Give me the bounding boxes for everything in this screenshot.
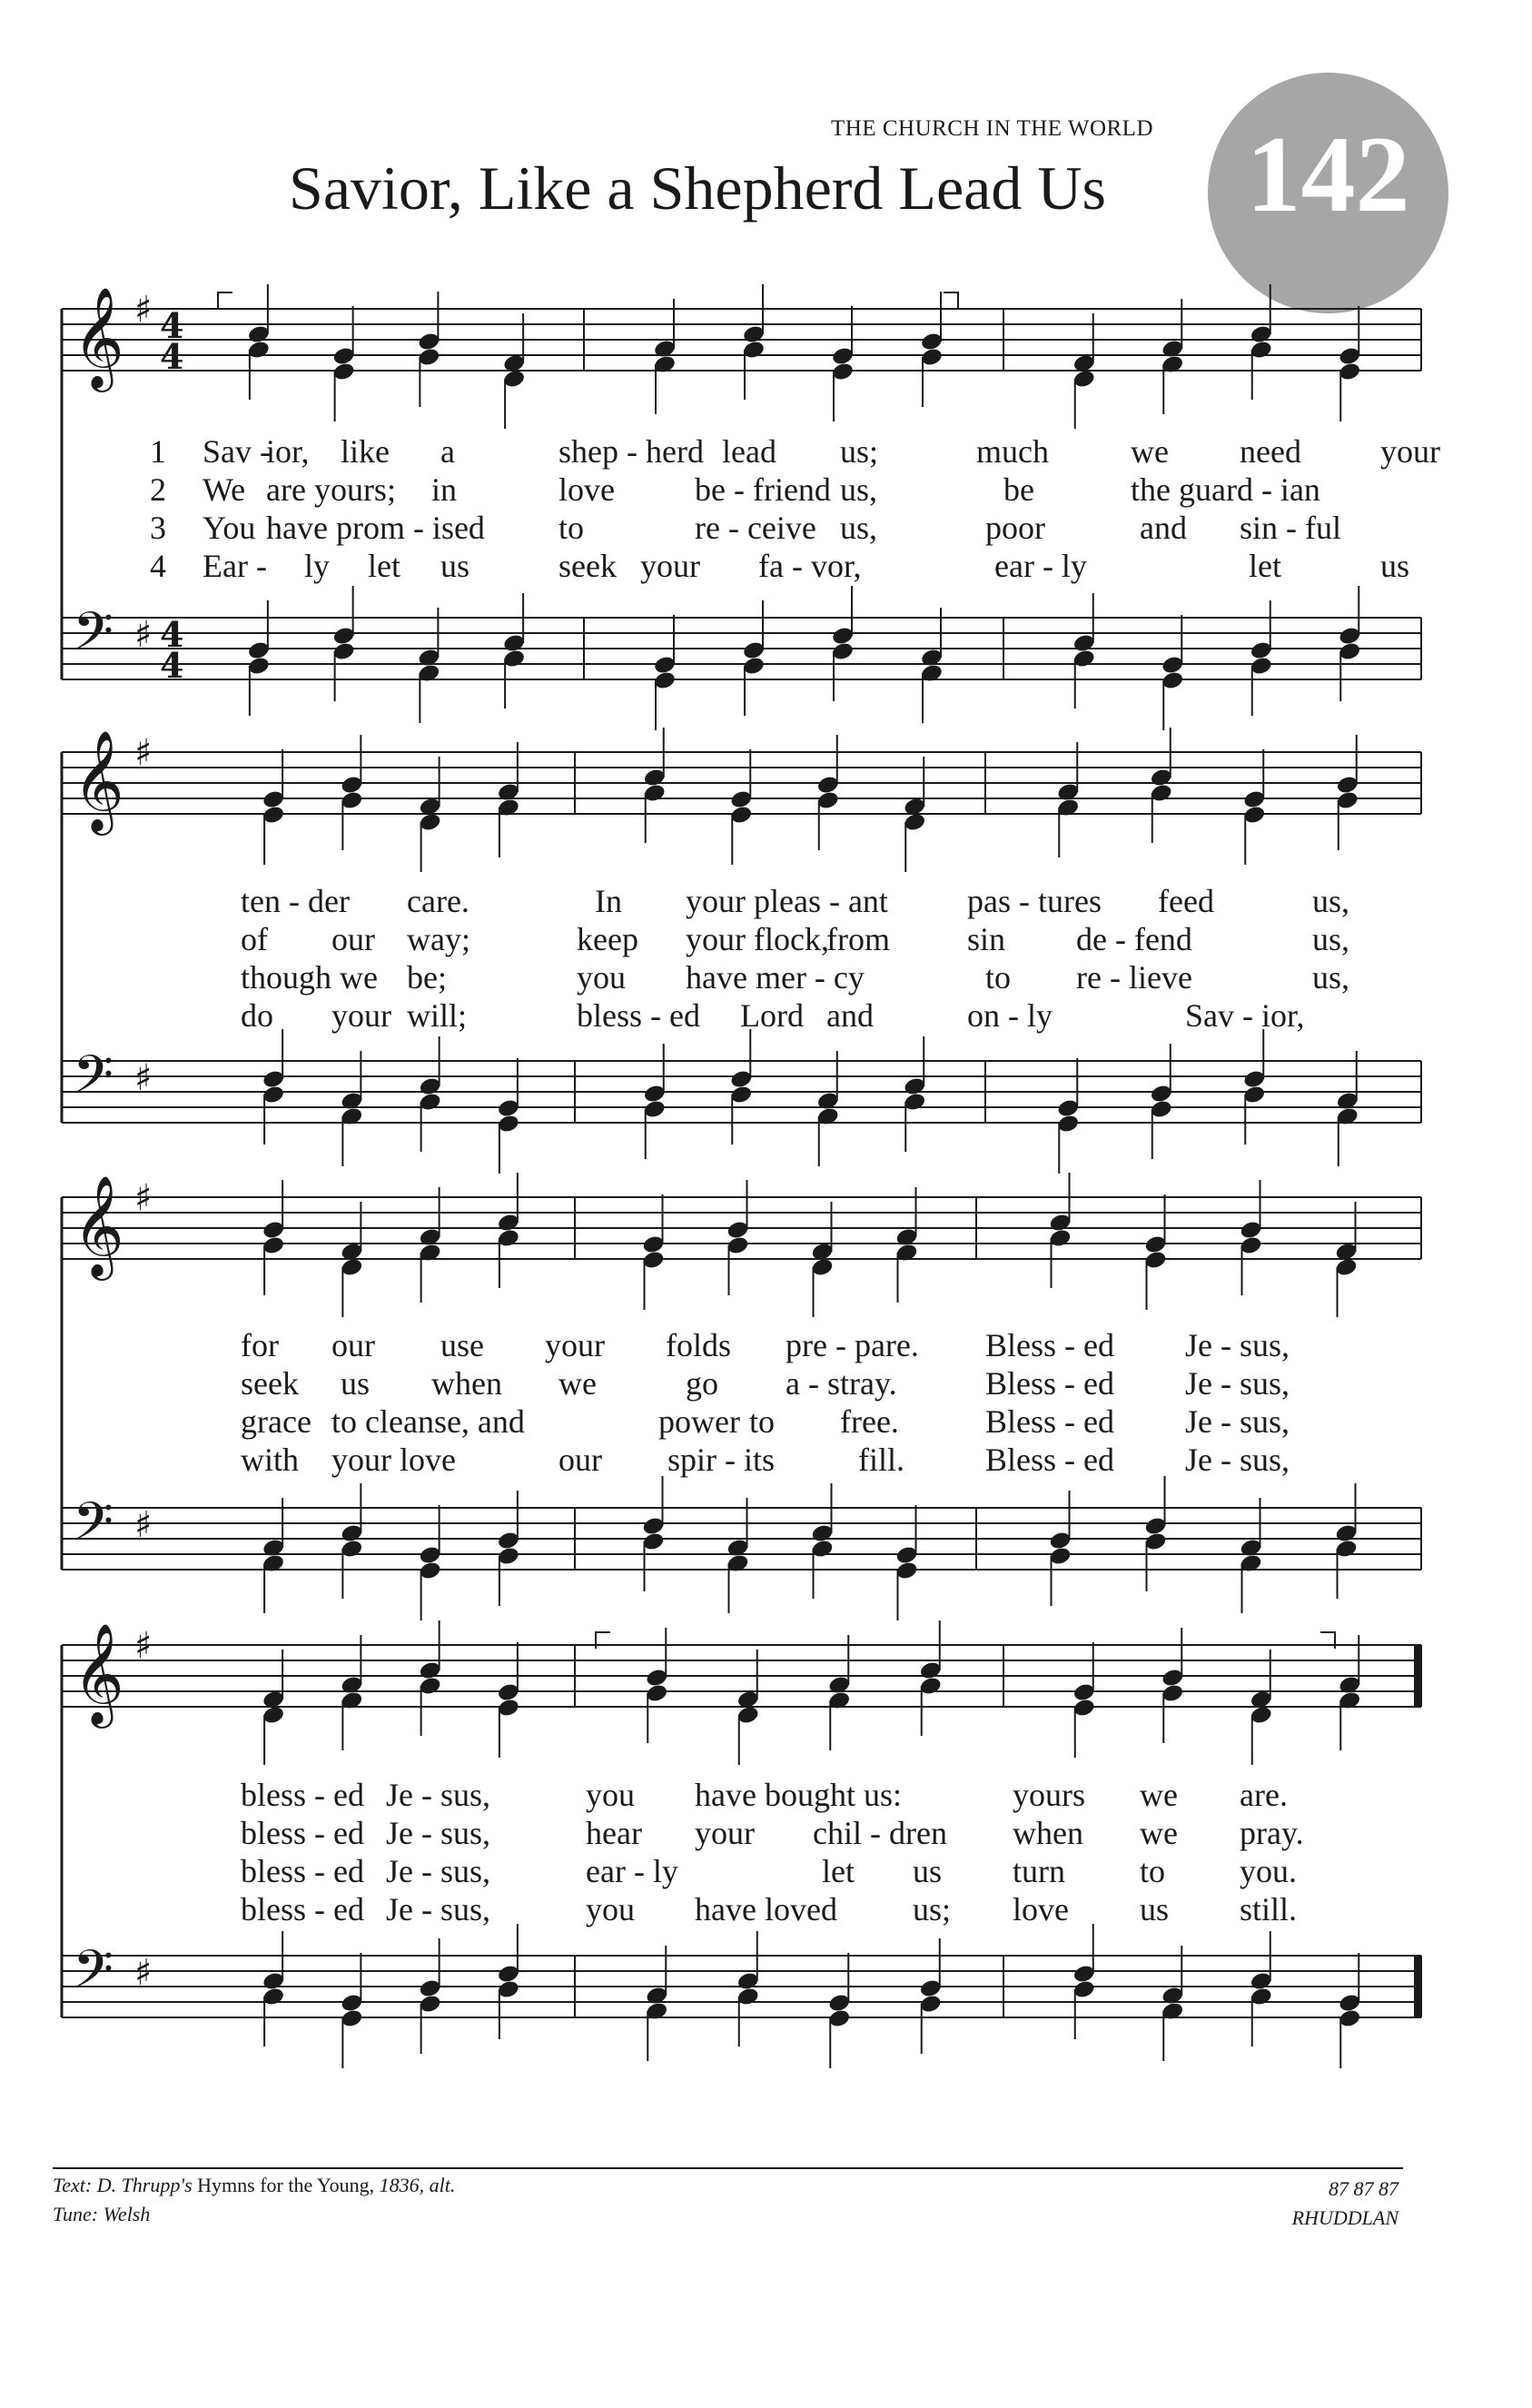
lyric-syllable: your [1380,433,1440,470]
lyric-syllable: you. [1240,1853,1297,1889]
lyric-syllable: from [826,921,890,957]
text-credit-label: Text: [53,2174,93,2196]
lyric-syllable: we [1131,433,1169,470]
lyric-syllable: us; [840,433,879,470]
treble-clef: 𝄞 [73,1174,124,1276]
section-heading: THE CHURCH IN THE WORLD [831,116,1154,141]
lyric-syllable: Ear - [203,548,267,584]
time-signature-top: 4 [160,305,184,346]
treble-clef: 𝄞 [73,286,124,388]
lyric-syllable: power [658,1403,740,1440]
lyric-syllable: Je - sus, [386,1815,490,1851]
lyric-syllable: are. [1240,1777,1288,1813]
final-barline [1414,1956,1421,2017]
lyric-syllable: re - ceive [695,510,816,546]
lyric-syllable: we [1140,1777,1178,1813]
lyric-syllable: keep [577,921,638,957]
lyric-syllable: your flock, [686,921,829,957]
text-credit [53,2174,455,2197]
tune-name-text: RHUDDLAN [1291,2206,1399,2229]
lyric-syllable: will; [407,997,468,1034]
lyric-syllable: grace [241,1403,311,1440]
lyric-syllable: have mer - cy [686,959,865,996]
lyric-syllable: You [203,510,256,546]
lyric-syllable: with [241,1442,300,1478]
lyric-syllable: Je - sus, [1185,1365,1290,1402]
key-signature-sharp: ♯ [134,614,153,656]
lyric-syllable: us, [840,510,878,546]
lyric-syllable: Bless - ed [985,1365,1114,1402]
lyric-syllable: and [826,997,874,1034]
time-signature-bottom: 4 [160,336,184,377]
lyric-syllable: sin - ful [1240,510,1341,546]
lyric-syllable: us, [1312,883,1350,919]
lyric-syllable: a - stray. [786,1365,897,1402]
lyric-syllable: your love [331,1442,456,1478]
lyric-syllable: your [640,548,700,584]
lyric-syllable: Je - sus, [1185,1327,1290,1363]
lyric-syllable: lead [722,433,776,470]
lyric-syllable: us [341,1365,371,1402]
phrase-bracket-start [218,292,232,309]
lyric-syllable: our [331,921,375,957]
lyric-syllable: pray. [1240,1815,1304,1851]
lyric-syllable: your [545,1327,605,1363]
tune-credit-label: Tune: [53,2203,99,2225]
verse-number: 1 [150,433,166,470]
key-signature-sharp: ♯ [134,1177,153,1219]
key-signature-sharp: ♯ [134,1057,153,1099]
key-signature-sharp: ♯ [134,1625,153,1667]
verse-number: 4 [150,548,166,584]
lyric-syllable: be - friend [695,471,831,508]
lyric-syllable: still. [1240,1891,1298,1927]
lyric-syllable: Je - sus, [386,1891,490,1927]
meter [1181,2177,1399,2201]
lyric-syllable: to [558,510,585,546]
lyric-syllable: use [440,1327,484,1363]
tune-credit [53,2203,150,2226]
lyric-syllable: seek [558,548,617,584]
lyric-syllable: Sav - ior, [1185,997,1305,1034]
lyric-syllable: let [1249,548,1281,584]
lyric-syllable: us, [1312,959,1350,996]
lyric-syllable: love [558,471,615,508]
lyric-syllable: ear - ly [586,1853,678,1889]
treble-clef: 𝄞 [73,729,124,831]
lyric-syllable: have loved [695,1891,837,1927]
lyric-syllable: folds [666,1327,731,1363]
lyric-syllable: your [331,997,391,1034]
lyric-syllable: us [440,548,470,584]
lyric-syllable: free. [840,1403,899,1440]
lyric-syllable: chil - dren [813,1815,947,1851]
lyric-syllable: ior, [266,433,310,470]
time-signature-bottom: 4 [160,645,184,686]
lyric-syllable: our [331,1327,375,1363]
lyric-syllable: though we [241,959,378,996]
lyric-syllable: you [586,1777,635,1813]
key-signature-sharp: ♯ [134,1952,153,1994]
lyric-syllable: shep - herd [558,433,704,470]
lyric-syllable: us [913,1853,943,1889]
key-signature-sharp: ♯ [134,289,153,331]
lyric-syllable: turn [1013,1853,1065,1889]
lyric-syllable: us, [1312,921,1350,957]
bass-clef: 𝄢 [73,1491,114,1565]
lyric-syllable: care. [407,883,469,919]
lyric-syllable: hear [586,1815,642,1851]
lyric-syllable: to [1140,1853,1166,1889]
lyric-syllable: Je - sus, [1185,1442,1290,1478]
lyric-syllable: you [586,1891,635,1927]
lyric-syllable: bless - ed [577,997,700,1034]
lyric-syllable: for [241,1327,279,1363]
tune-credit-origin: Welsh [103,2203,151,2225]
lyric-syllable: to [985,959,1012,996]
lyric-syllable: let [368,548,400,584]
lyric-syllable: we [558,1365,597,1402]
lyric-syllable: like [341,433,390,470]
bass-clef: 𝄢 [73,1044,114,1118]
lyric-syllable: when [431,1365,502,1402]
bass-clef: 𝄢 [73,1938,114,2013]
lyric-syllable: Bless - ed [985,1327,1114,1363]
lyric-syllable: do [241,997,273,1034]
lyric-syllable: pre - pare. [786,1327,919,1363]
lyric-syllable: need [1240,433,1301,470]
lyric-syllable: have prom - ised [266,510,485,546]
lyric-syllable: us [1380,548,1410,584]
lyric-syllable: seek [241,1365,299,1402]
lyric-syllable: sin [967,921,1006,957]
lyric-syllable: bless - ed [241,1853,364,1889]
text-credit-year: 1836, alt. [379,2174,456,2196]
lyric-syllable: feed [1158,883,1214,919]
lyric-syllable: you [577,959,626,996]
key-signature-sharp: ♯ [134,732,153,774]
lyric-syllable: In [595,883,622,919]
lyric-syllable: ly [304,548,331,584]
lyric-syllable: us [1140,1891,1170,1927]
lyric-syllable: We [203,471,246,508]
lyric-syllable: bless - ed [241,1891,364,1927]
lyric-syllable: to [749,1403,776,1440]
meter-text: 87 87 87 [1329,2177,1399,2200]
lyric-syllable: our [558,1442,602,1478]
lyric-syllable: Bless - ed [985,1403,1114,1440]
hymn-number: 142 [1246,114,1410,234]
lyric-syllable: the guard - ian [1131,471,1320,508]
verse-number: 2 [150,471,166,508]
lyric-syllable: Je - sus, [1185,1403,1290,1440]
lyric-syllable: ear - ly [994,548,1087,584]
lyric-syllable: of [241,921,268,957]
lyric-syllable: we [1140,1815,1178,1851]
lyric-syllable: love [1013,1891,1069,1927]
phrase-bracket-end [944,292,958,309]
lyric-syllable: poor [985,510,1045,546]
lyric-syllable: when [1013,1815,1083,1851]
lyric-syllable: are yours; [266,471,396,508]
lyric-syllable: ten - der [241,883,350,919]
time-signature-top: 4 [160,614,184,655]
lyric-syllable: Lord [740,997,804,1034]
lyric-syllable: on - ly [967,997,1053,1034]
lyric-syllable: us, [840,471,878,508]
key-signature-sharp: ♯ [134,1504,153,1546]
text-credit-source: Hymns for the Young, [197,2174,375,2196]
lyric-syllable: in [431,471,458,508]
lyric-syllable: go [686,1365,718,1402]
lyric-syllable: way; [407,921,470,957]
lyric-syllable: Je - sus, [386,1777,490,1813]
final-barline [1414,1645,1421,1707]
text-credit-author: D. Thrupp's [96,2174,193,2196]
lyric-syllable: bless - ed [241,1777,364,1813]
lyric-syllable: much [976,433,1049,470]
lyric-syllable: Sav - [203,433,271,470]
lyric-syllable: your [695,1815,755,1851]
treble-clef: 𝄞 [73,1622,124,1724]
hymn-title: Savior, Like a Shepherd Lead Us [289,154,1106,223]
verse-number: 3 [150,510,166,546]
lyric-syllable: re - lieve [1076,959,1192,996]
lyric-syllable: spir - its [667,1442,776,1478]
lyric-syllable: and [1140,510,1187,546]
lyric-syllable: us; [913,1891,952,1927]
lyric-syllable: Bless - ed [985,1442,1114,1478]
lyric-syllable: a [440,433,455,470]
lyric-syllable: have bought us: [695,1777,902,1813]
lyric-syllable: yours [1013,1777,1085,1813]
lyric-syllable: bless - ed [241,1815,364,1851]
lyric-syllable: let [822,1853,855,1889]
bass-clef: 𝄢 [73,600,114,675]
tune-name [1181,2206,1399,2230]
phrase-bracket-start [596,1632,610,1649]
lyric-syllable: de - fend [1076,921,1192,957]
lyric-syllable: Je - sus, [386,1853,490,1889]
lyric-syllable: to cleanse, and [331,1403,525,1440]
lyric-syllable: your pleas - ant [686,883,888,919]
lyric-syllable: be; [407,959,447,996]
lyric-syllable: fa - vor, [758,548,862,584]
phrase-bracket-end [1320,1632,1335,1649]
lyric-syllable: fill. [858,1442,904,1478]
lyric-syllable: pas - tures [967,883,1102,919]
lyric-syllable: be [1003,471,1034,508]
